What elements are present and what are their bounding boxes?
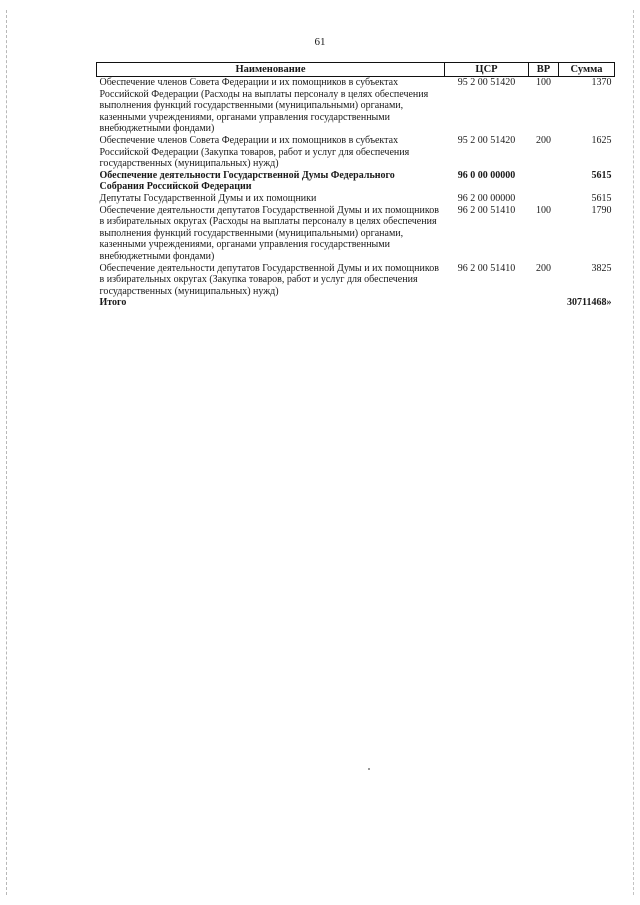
- row-name: Обеспечение деятельности депутатов Государственной Думы и их помощников в избирательных округах (Расходы на выплаты персоналу в целях обеспечения выполнения функций государственными (муниципальными) органами, казенными учреждениями, органами управления государственными внебюджетными фондами): [99, 204, 439, 262]
- scan-edge-left: [6, 10, 7, 895]
- row-sum: 1790: [591, 204, 612, 216]
- row-vr: [529, 170, 559, 193]
- row-vr: 100: [536, 204, 551, 216]
- row-csr: 95 2 00 51420: [445, 77, 529, 135]
- row-csr: 96 2 00 51410: [457, 262, 516, 274]
- row-name: Депутаты Государственной Думы и их помощники: [99, 192, 317, 204]
- scan-speck: [368, 768, 370, 770]
- row-csr: 96 0 00 00000: [457, 169, 516, 181]
- row-name: Обеспечение деятельности депутатов Государственной Думы и их помощников в избирательных округах (Закупка товаров, работ и услуг для обеспечения государственных (муниципальных) нужд): [99, 262, 439, 297]
- total-sum: 30711468»: [567, 297, 612, 309]
- table-row: [97, 135, 615, 170]
- header-name: Наименование: [97, 63, 445, 77]
- table-row: [97, 263, 615, 298]
- header-sum: Сумма: [559, 63, 615, 77]
- table-row-section: [97, 170, 615, 193]
- row-vr: [529, 193, 559, 205]
- table-row: [97, 193, 615, 205]
- table-row: [97, 205, 615, 263]
- total-label: Итого: [99, 297, 127, 309]
- row-csr: 96 2 00 51410: [457, 204, 516, 216]
- table-header-row: [97, 63, 615, 77]
- row-vr: 100: [529, 77, 559, 135]
- table-row: [97, 77, 615, 135]
- table-total-row: [97, 297, 615, 309]
- row-name: Обеспечение членов Совета Федерации и их помощников в субъектах Российской Федерации (Расходы на выплаты персоналу в целях обеспечения выполнения функций государственными (муниципальными) органами, казенными учреждениями, органами управления государственными внебюджетными фондами): [97, 77, 445, 135]
- row-csr: 95 2 00 51420: [457, 134, 516, 146]
- row-csr: 96 2 00 00000: [457, 192, 516, 204]
- row-name: Обеспечение членов Совета Федерации и их помощников в субъектах Российской Федерации (Закупка товаров, работ и услуг для обеспечения государственных (муниципальных) нужд): [99, 134, 410, 170]
- row-vr: 200: [536, 134, 551, 146]
- row-sum: 1370: [559, 77, 615, 135]
- row-sum: 1625: [591, 134, 612, 146]
- row-vr: 200: [536, 262, 551, 274]
- header-vr: ВР: [529, 63, 559, 77]
- budget-table: [96, 62, 615, 309]
- row-sum: 5615: [591, 169, 612, 181]
- row-name: Обеспечение деятельности Государственной Думы Федерального Собрания Российской Федерации: [99, 169, 395, 193]
- row-sum: 5615: [591, 192, 612, 204]
- row-sum: 3825: [591, 262, 612, 274]
- page-number: 61: [314, 36, 326, 48]
- scan-edge-right: [633, 10, 634, 895]
- header-csr: ЦСР: [445, 63, 529, 77]
